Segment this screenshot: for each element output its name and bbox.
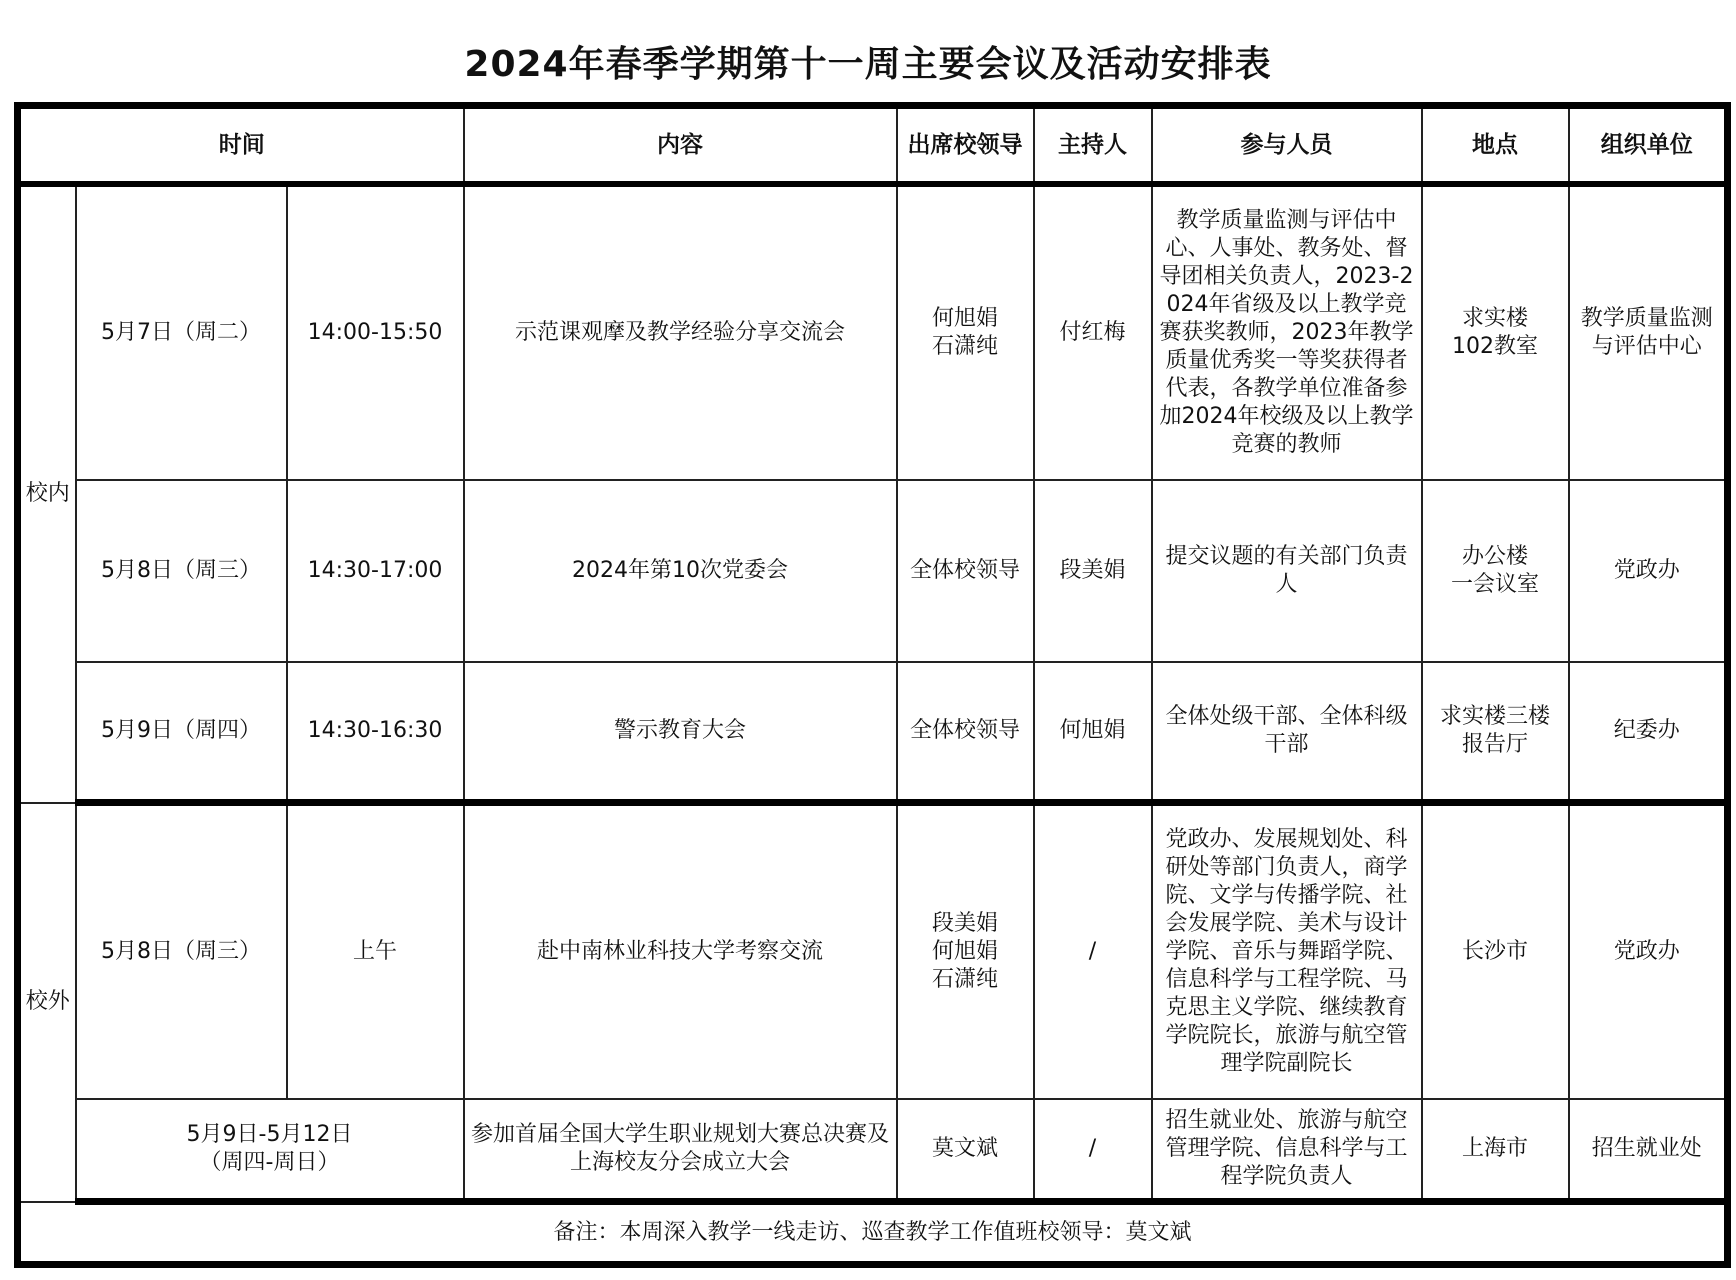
leader-name: 何旭娟	[931, 306, 998, 331]
table-row	[18, 662, 1728, 803]
leaders-cell	[897, 803, 1034, 1100]
leader-name: 何旭娟	[931, 939, 998, 964]
participants-cell: 全体处级干部、全体科级干部	[1152, 662, 1422, 803]
participants-cell: 招生就业处、旅游与航空管理学院、信息科学与工程学院负责人	[1152, 1099, 1422, 1202]
leader-name: 全体校领导	[909, 558, 1020, 583]
organizer-cell: 招生就业处	[1569, 1099, 1728, 1202]
date-range-line: 5月9日-5月12日	[186, 1122, 353, 1147]
page-title: 2024年春季学期第十一周主要会议及活动安排表	[464, 44, 1272, 85]
header-organizer: 组织单位	[1569, 106, 1728, 185]
location-cell	[1422, 803, 1569, 1100]
host-cell: /	[1034, 803, 1152, 1100]
host-cell: 段美娟	[1034, 480, 1152, 662]
time-cell: 14:30-17:00	[287, 480, 464, 662]
host-cell: 付红梅	[1034, 184, 1152, 480]
organizer-cell: 纪委办	[1569, 662, 1728, 803]
location-line: 长沙市	[1461, 939, 1528, 964]
leader-name: 石潇纯	[931, 334, 998, 359]
host-cell: 何旭娟	[1034, 662, 1152, 803]
host-cell: /	[1034, 1099, 1152, 1202]
location-cell	[1422, 480, 1569, 662]
content-cell: 示范课观摩及教学经验分享交流会	[464, 184, 897, 480]
location-line: 一会议室	[1450, 572, 1539, 597]
location-line: 办公楼	[1461, 544, 1528, 569]
organizer-cell: 党政办	[1569, 480, 1728, 662]
organizer-cell: 教学质量监测与评估中心	[1569, 184, 1728, 480]
location-cell	[1422, 1099, 1569, 1202]
table-row	[18, 480, 1728, 662]
location-line: 求实楼	[1461, 306, 1528, 331]
location-cell	[1422, 662, 1569, 803]
header-row	[18, 106, 1728, 185]
leaders-cell	[897, 480, 1034, 662]
header-leaders: 出席校领导	[897, 106, 1034, 185]
content-cell: 赴中南林业科技大学考察交流	[464, 803, 897, 1100]
table-row	[18, 184, 1728, 480]
header-location: 地点	[1422, 106, 1569, 185]
date-cell: 5月7日（周二）	[76, 184, 287, 480]
date-range-cell	[76, 1099, 464, 1202]
content-cell: 参加首届全国大学生职业规划大赛总决赛及上海校友分会成立大会	[464, 1099, 897, 1202]
leader-name: 段美娟	[931, 911, 998, 936]
header-content: 内容	[464, 106, 897, 185]
participants-cell: 提交议题的有关部门负责人	[1152, 480, 1422, 662]
note-row	[18, 1202, 1728, 1265]
leaders-cell	[897, 662, 1034, 803]
header-time: 时间	[18, 106, 464, 185]
time-cell: 上午	[287, 803, 464, 1100]
date-range-line: （周四-周日）	[199, 1150, 340, 1175]
content-cell: 2024年第10次党委会	[464, 480, 897, 662]
header-participants: 参与人员	[1152, 106, 1422, 185]
location-line: 上海市	[1461, 1136, 1528, 1161]
header-host: 主持人	[1034, 106, 1152, 185]
table-row	[18, 1099, 1728, 1202]
footnote: 备注：本周深入教学一线走访、巡查教学工作值班校领导：莫文斌	[18, 1202, 1728, 1265]
location-cell	[1422, 184, 1569, 480]
date-cell: 5月8日（周三）	[76, 480, 287, 662]
leader-name: 石潇纯	[931, 967, 998, 992]
leader-name: 全体校领导	[909, 718, 1020, 743]
organizer-cell: 党政办	[1569, 803, 1728, 1100]
leaders-cell	[897, 1099, 1034, 1202]
leaders-cell	[897, 184, 1034, 480]
time-cell: 14:00-15:50	[287, 184, 464, 480]
location-line: 102教室	[1452, 334, 1538, 359]
leader-name: 莫文斌	[931, 1136, 998, 1161]
date-cell: 5月9日（周四）	[76, 662, 287, 803]
group-label-outside: 校外	[18, 803, 76, 1202]
participants-cell: 教学质量监测与评估中心、人事处、教务处、督导团相关负责人，2023-2024年省级及以上教学竞赛获奖教师，2023年教学质量优秀奖一等奖获得者代表，各教学单位准备参加2024年校级及以上教学竞赛的教师	[1152, 184, 1422, 480]
schedule-table	[14, 102, 1731, 1268]
location-line: 求实楼三楼	[1439, 704, 1550, 729]
table-row	[18, 803, 1728, 1100]
time-cell: 14:30-16:30	[287, 662, 464, 803]
location-line: 报告厅	[1461, 732, 1528, 757]
date-cell: 5月8日（周三）	[76, 803, 287, 1100]
group-label-inside: 校内	[18, 184, 76, 803]
participants-cell: 党政办、发展规划处、科研处等部门负责人，商学院、文学与传播学院、社会发展学院、美术与设计学院、音乐与舞蹈学院、信息科学与工程学院、马克思主义学院、继续教育学院院长，旅游与航空管理学院副院长	[1152, 803, 1422, 1100]
content-cell: 警示教育大会	[464, 662, 897, 803]
